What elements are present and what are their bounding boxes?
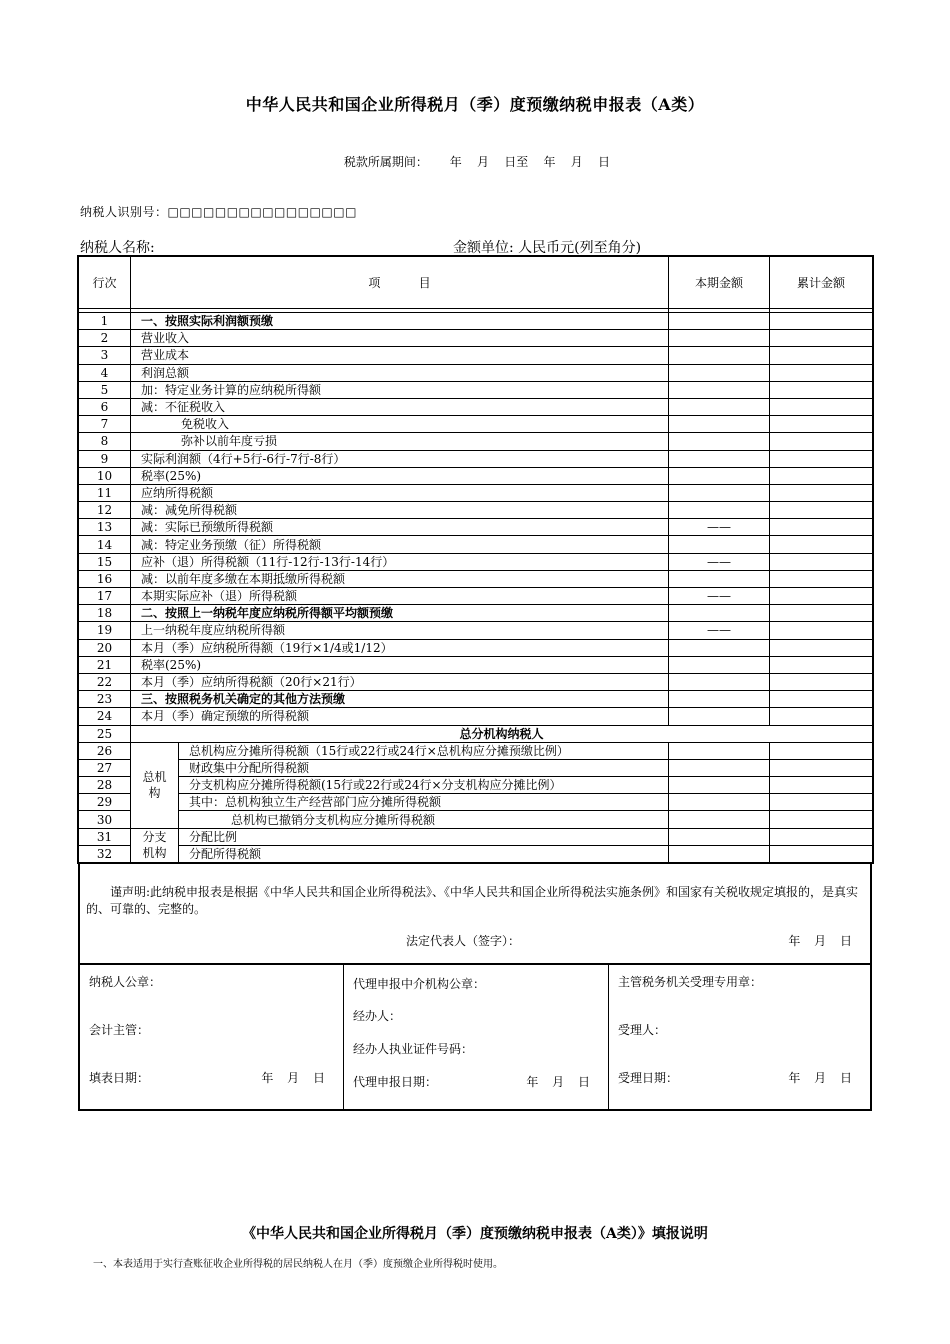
current-amount-cell[interactable] bbox=[669, 742, 770, 759]
row-label: 上一纳税年度应纳税所得额 bbox=[131, 622, 669, 639]
current-amount-cell[interactable] bbox=[669, 656, 770, 673]
cumulative-amount-cell[interactable] bbox=[770, 450, 873, 467]
row-number: 26 bbox=[79, 742, 131, 759]
table-row bbox=[79, 691, 873, 708]
amount-unit: 金额单位: 人民币元(列至角分) bbox=[453, 240, 642, 256]
cumulative-amount-cell[interactable] bbox=[770, 777, 873, 794]
taxpayer-id: 纳税人识别号：□□□□□□□□□□□□□□□□ bbox=[80, 205, 357, 219]
row-label: 减：不征税收入 bbox=[131, 398, 669, 415]
fill-date: 年 月 日 bbox=[261, 1071, 325, 1085]
current-amount-cell[interactable] bbox=[669, 381, 770, 398]
current-amount-cell[interactable] bbox=[669, 777, 770, 794]
cumulative-amount-cell[interactable] bbox=[770, 759, 873, 776]
table-row bbox=[79, 794, 873, 811]
row-number: 28 bbox=[79, 777, 131, 794]
current-amount-cell[interactable] bbox=[669, 570, 770, 587]
row-label: 加：特定业务计算的应纳税所得额 bbox=[131, 381, 669, 398]
receive-date-label: 受理日期： bbox=[618, 1071, 679, 1085]
cumulative-amount-cell[interactable] bbox=[770, 347, 873, 364]
cumulative-amount-cell[interactable] bbox=[770, 416, 873, 433]
tax-period bbox=[0, 153, 950, 170]
row-label: 营业收入 bbox=[131, 330, 669, 347]
row-label: 免税收入 bbox=[131, 416, 669, 433]
row-label: 本月（季）确定预缴的所得税额 bbox=[131, 708, 669, 725]
table-row bbox=[79, 433, 873, 450]
row-number: 17 bbox=[79, 588, 131, 605]
cumulative-amount-cell[interactable] bbox=[770, 794, 873, 811]
row-number: 29 bbox=[79, 794, 131, 811]
branch-group: 分支机构 bbox=[131, 828, 179, 862]
table-row bbox=[79, 656, 873, 673]
row-label: 一、按照实际利润额预缴 bbox=[131, 313, 669, 330]
row-label: 总机构应分摊所得税额（15行或22行或24行×总机构应分摊预缴比例） bbox=[179, 742, 669, 759]
header-cumulative-amount: 累计金额 bbox=[770, 257, 873, 309]
table-row bbox=[79, 484, 873, 501]
cumulative-amount-cell[interactable] bbox=[770, 381, 873, 398]
current-amount-cell[interactable]: —— bbox=[669, 622, 770, 639]
instructions-line-1: 一、本表适用于实行查账征收企业所得税的居民纳税人在月（季）度预缴企业所得税时使用。 bbox=[93, 1259, 503, 1270]
fill-date-label: 填表日期： bbox=[89, 1071, 150, 1085]
cumulative-amount-cell[interactable] bbox=[770, 673, 873, 690]
row-label: 应补（退）所得税额（11行-12行-13行-14行） bbox=[131, 553, 669, 570]
table-row bbox=[79, 502, 873, 519]
table-row bbox=[79, 553, 873, 570]
row-label: 利润总额 bbox=[131, 364, 669, 381]
current-amount-cell[interactable] bbox=[669, 330, 770, 347]
table-row bbox=[79, 742, 873, 759]
cumulative-amount-cell[interactable] bbox=[770, 313, 873, 330]
receive-date: 年 月 日 bbox=[788, 1071, 852, 1085]
row-label: 减：以前年度多缴在本期抵缴所得税额 bbox=[131, 570, 669, 587]
declaration-table bbox=[78, 256, 873, 863]
row-label: 税率(25%) bbox=[131, 467, 669, 484]
table-header bbox=[79, 257, 873, 309]
cumulative-amount-cell[interactable] bbox=[770, 364, 873, 381]
form-title: 中华人民共和国企业所得税月（季）度预缴纳税申报表（A类） bbox=[245, 95, 705, 114]
table-row bbox=[79, 605, 873, 622]
row-label: 应纳所得税额 bbox=[131, 484, 669, 501]
row-label: 分配所得税额 bbox=[179, 845, 669, 862]
row-label: 总机构已撤销分支机构应分摊所得税额 bbox=[179, 811, 669, 828]
current-amount-cell[interactable] bbox=[669, 364, 770, 381]
row-number: 15 bbox=[79, 553, 131, 570]
agent-seal-column bbox=[344, 965, 609, 1110]
row-number: 6 bbox=[79, 398, 131, 415]
row-number: 1 bbox=[79, 313, 131, 330]
tax-period-dates: 年 月 日至 年 月 日 bbox=[449, 155, 611, 169]
table-row bbox=[79, 811, 873, 828]
table-row bbox=[79, 347, 873, 364]
declaration-section bbox=[78, 863, 872, 965]
current-amount-cell[interactable] bbox=[669, 708, 770, 725]
current-amount-cell[interactable]: —— bbox=[669, 588, 770, 605]
row-label: 本期实际应补（退）所得税额 bbox=[131, 588, 669, 605]
current-amount-cell[interactable] bbox=[669, 502, 770, 519]
row-number: 8 bbox=[79, 433, 131, 450]
current-amount-cell[interactable] bbox=[669, 811, 770, 828]
row-number: 5 bbox=[79, 381, 131, 398]
current-amount-cell[interactable] bbox=[669, 398, 770, 415]
current-amount-cell[interactable] bbox=[669, 416, 770, 433]
cumulative-amount-cell[interactable] bbox=[770, 502, 873, 519]
row-number: 7 bbox=[79, 416, 131, 433]
agent-cert-no: 经办人执业证件号码： bbox=[353, 1042, 474, 1056]
table-row bbox=[79, 330, 873, 347]
table-row bbox=[79, 450, 873, 467]
cumulative-amount-cell[interactable] bbox=[770, 828, 873, 845]
table-row bbox=[79, 398, 873, 415]
cumulative-amount-cell[interactable] bbox=[770, 570, 873, 587]
row-label: 本月（季）应纳所得税额（20行×21行） bbox=[131, 673, 669, 690]
header-item: 项 目 bbox=[131, 257, 669, 309]
table-row bbox=[79, 759, 873, 776]
current-amount-cell[interactable]: —— bbox=[669, 553, 770, 570]
table-row bbox=[79, 708, 873, 725]
row-label: 三、按照税务机关确定的其他方法预缴 bbox=[131, 691, 669, 708]
tax-period-label: 税款所属期间： bbox=[343, 155, 428, 169]
row-number: 19 bbox=[79, 622, 131, 639]
current-amount-cell[interactable] bbox=[669, 639, 770, 656]
instructions-title: 《中华人民共和国企业所得税月（季）度预缴纳税申报表（A类）》填报说明 bbox=[242, 1226, 708, 1242]
current-amount-cell[interactable] bbox=[669, 794, 770, 811]
current-amount-cell[interactable] bbox=[669, 450, 770, 467]
table-row bbox=[79, 828, 873, 845]
table-row bbox=[79, 416, 873, 433]
row-number: 10 bbox=[79, 467, 131, 484]
table-row bbox=[79, 639, 873, 656]
table-row bbox=[79, 381, 873, 398]
row-label: 总分机构纳税人 bbox=[131, 725, 873, 742]
agent-handler: 经办人： bbox=[353, 1009, 402, 1023]
cumulative-amount-cell[interactable] bbox=[770, 811, 873, 828]
cumulative-amount-cell[interactable] bbox=[770, 691, 873, 708]
row-label: 财政集中分配所得税额 bbox=[179, 759, 669, 776]
cumulative-amount-cell[interactable] bbox=[770, 536, 873, 553]
table-row bbox=[79, 673, 873, 690]
row-label: 分支机构应分摊所得税额(15行或22行或24行×分支机构应分摊比例） bbox=[179, 777, 669, 794]
table-row bbox=[79, 725, 873, 742]
row-label: 分配比例 bbox=[179, 828, 669, 845]
taxpayer-seal: 纳税人公章： bbox=[89, 975, 162, 989]
header-current-amount: 本期金额 bbox=[669, 257, 770, 309]
current-amount-cell[interactable] bbox=[669, 313, 770, 330]
cumulative-amount-cell[interactable] bbox=[770, 742, 873, 759]
cumulative-amount-cell[interactable] bbox=[770, 622, 873, 639]
row-label: 减：特定业务预缴（征）所得税额 bbox=[131, 536, 669, 553]
receiver-label: 受理人： bbox=[618, 1023, 667, 1037]
row-number: 16 bbox=[79, 570, 131, 587]
agent-date: 年 月 日 bbox=[526, 1075, 590, 1089]
declaration-text: 谨声明:此纳税申报表是根据《中华人民共和国企业所得税法》、《中华人民共和国企业所得税法实施条例》和国家有关税收规定填报的，是真实的、可靠的、完整的。 bbox=[86, 885, 859, 916]
header-row-no: 行次 bbox=[79, 257, 131, 309]
row-number: 22 bbox=[79, 673, 131, 690]
row-number: 25 bbox=[79, 725, 131, 742]
current-amount-cell[interactable] bbox=[669, 536, 770, 553]
current-amount-cell[interactable] bbox=[669, 347, 770, 364]
cumulative-amount-cell[interactable] bbox=[770, 467, 873, 484]
table-row bbox=[79, 467, 873, 484]
cumulative-amount-cell[interactable] bbox=[770, 708, 873, 725]
cumulative-amount-cell[interactable] bbox=[770, 484, 873, 501]
current-amount-cell[interactable] bbox=[669, 759, 770, 776]
row-number: 18 bbox=[79, 605, 131, 622]
taxpayer-seal-column bbox=[80, 965, 344, 1110]
row-label: 其中：总机构独立生产经营部门应分摊所得税额 bbox=[179, 794, 669, 811]
signature-date: 年 月 日 bbox=[788, 934, 852, 948]
table-row bbox=[79, 777, 873, 794]
row-number: 24 bbox=[79, 708, 131, 725]
row-number: 14 bbox=[79, 536, 131, 553]
row-number: 31 bbox=[79, 828, 131, 845]
row-number: 4 bbox=[79, 364, 131, 381]
table-row bbox=[79, 588, 873, 605]
row-number: 2 bbox=[79, 330, 131, 347]
current-amount-cell[interactable] bbox=[669, 467, 770, 484]
agent-date-label: 代理申报日期： bbox=[353, 1075, 438, 1089]
cumulative-amount-cell[interactable] bbox=[770, 605, 873, 622]
cumulative-amount-cell[interactable] bbox=[770, 588, 873, 605]
current-amount-cell[interactable] bbox=[669, 484, 770, 501]
row-number: 27 bbox=[79, 759, 131, 776]
cumulative-amount-cell[interactable] bbox=[770, 330, 873, 347]
tax-office-column bbox=[609, 965, 870, 1110]
row-label: 弥补以前年度亏损 bbox=[131, 433, 669, 450]
legal-rep-signature: 法定代表人（签字）： bbox=[406, 934, 521, 948]
cumulative-amount-cell[interactable] bbox=[770, 519, 873, 536]
table-row bbox=[79, 536, 873, 553]
row-number: 3 bbox=[79, 347, 131, 364]
row-number: 23 bbox=[79, 691, 131, 708]
row-label: 减：实际已预缴所得税额 bbox=[131, 519, 669, 536]
cumulative-amount-cell[interactable] bbox=[770, 553, 873, 570]
cumulative-amount-cell[interactable] bbox=[770, 845, 873, 862]
cumulative-amount-cell[interactable] bbox=[770, 433, 873, 450]
current-amount-cell[interactable] bbox=[669, 605, 770, 622]
row-label: 税率(25%) bbox=[131, 656, 669, 673]
head-office-group: 总机构 bbox=[131, 742, 179, 828]
row-number: 11 bbox=[79, 484, 131, 501]
current-amount-cell[interactable] bbox=[669, 673, 770, 690]
row-number: 30 bbox=[79, 811, 131, 828]
row-label: 本月（季）应纳税所得额（19行×1/4或1/12） bbox=[131, 639, 669, 656]
cumulative-amount-cell[interactable] bbox=[770, 656, 873, 673]
accountant-label: 会计主管： bbox=[89, 1023, 150, 1037]
tax-office-seal: 主管税务机关受理专用章： bbox=[618, 975, 763, 989]
row-number: 9 bbox=[79, 450, 131, 467]
cumulative-amount-cell[interactable] bbox=[770, 639, 873, 656]
row-number: 21 bbox=[79, 656, 131, 673]
row-number: 32 bbox=[79, 845, 131, 862]
table-row bbox=[79, 570, 873, 587]
table-row bbox=[79, 519, 873, 536]
row-number: 12 bbox=[79, 502, 131, 519]
current-amount-cell[interactable] bbox=[669, 845, 770, 862]
taxpayer-name-label: 纳税人名称: bbox=[80, 240, 155, 256]
row-label: 二、按照上一纳税年度应纳税所得额平均额预缴 bbox=[131, 605, 669, 622]
current-amount-cell[interactable]: —— bbox=[669, 519, 770, 536]
seal-section bbox=[78, 964, 872, 1111]
row-number: 13 bbox=[79, 519, 131, 536]
current-amount-cell[interactable] bbox=[669, 691, 770, 708]
table-row bbox=[79, 364, 873, 381]
row-label: 营业成本 bbox=[131, 347, 669, 364]
row-label: 实际利润额（4行+5行-6行-7行-8行） bbox=[131, 450, 669, 467]
table-row bbox=[79, 845, 873, 862]
current-amount-cell[interactable] bbox=[669, 828, 770, 845]
current-amount-cell[interactable] bbox=[669, 433, 770, 450]
cumulative-amount-cell[interactable] bbox=[770, 398, 873, 415]
row-label: 减：减免所得税额 bbox=[131, 502, 669, 519]
agent-seal: 代理申报中介机构公章： bbox=[353, 977, 486, 991]
table-row bbox=[79, 622, 873, 639]
row-number: 20 bbox=[79, 639, 131, 656]
table-row bbox=[79, 313, 873, 330]
